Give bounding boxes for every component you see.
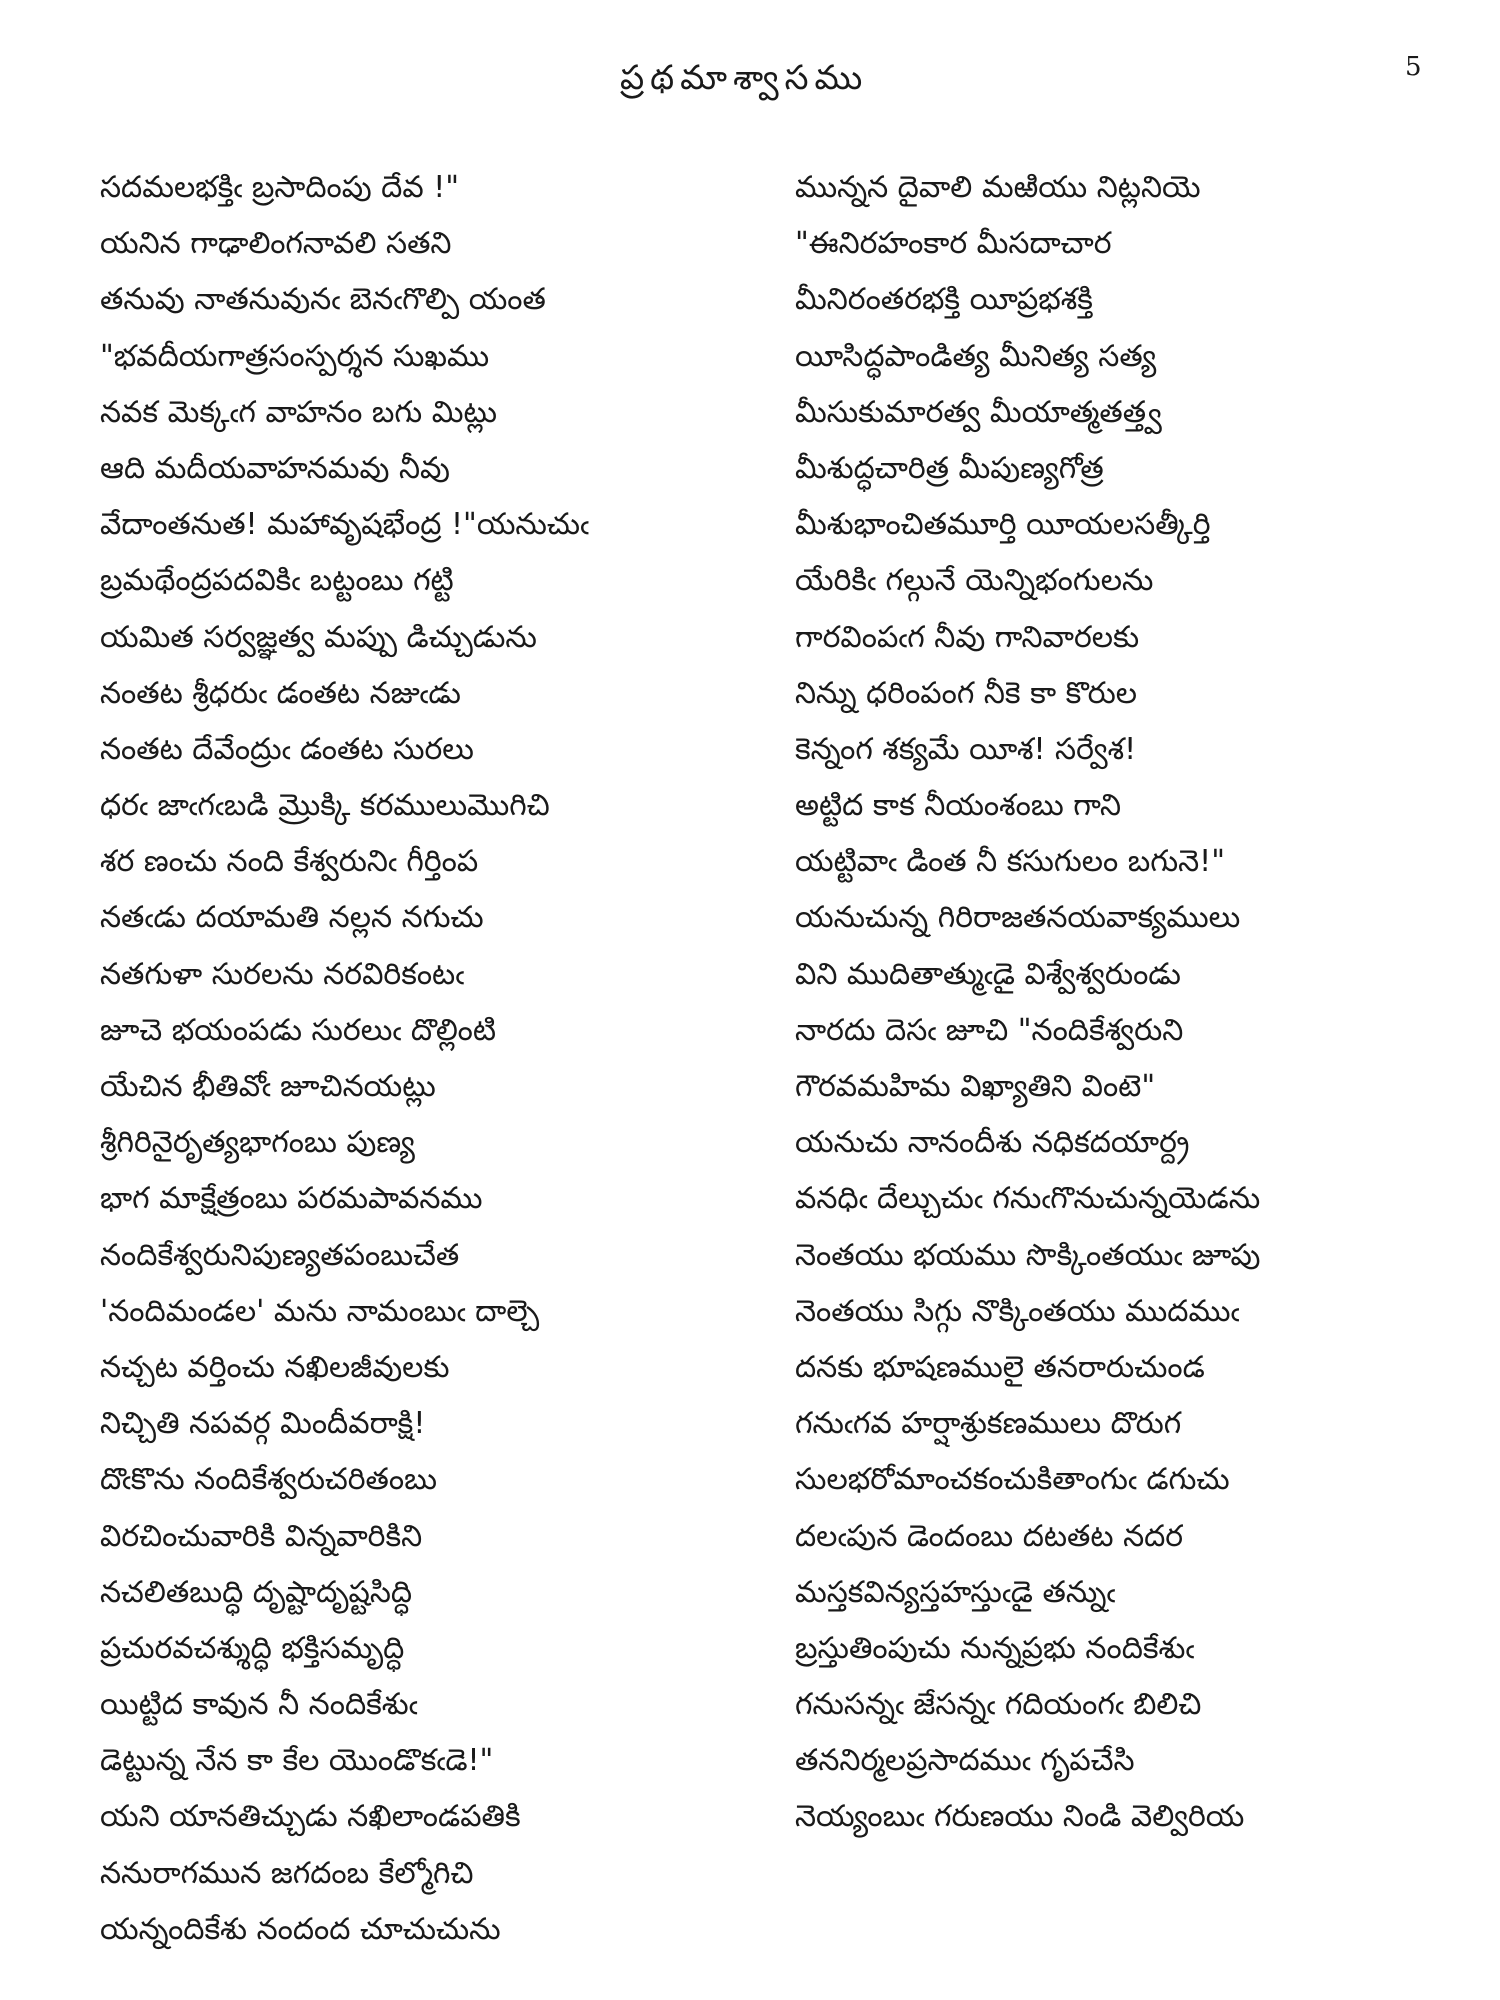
verse-line: యన్నందికేశు నందంద చూచుచును	[100, 1911, 501, 1947]
verse-line: విని ముదితాత్ముఁడై విశ్వేశ్వరుండు	[795, 956, 1181, 992]
verse-line: మున్నన దైవాలి మఱియు నిట్లనియె	[795, 170, 1201, 205]
verse-line: నారదు దెసఁ జూచి "నందికేశ్వరుని	[795, 1012, 1184, 1048]
right-column	[795, 160, 1445, 1846]
verse-line: "భవదీయగాత్రసంస్పర్శన సుఖము	[100, 338, 490, 374]
verse-line: యట్టివాఁ డింత నీ కసుగులం బగునె!"	[795, 844, 1225, 880]
verse-line: బ్రస్తుతింపుచు నున్నప్రభు నందికేశుఁ	[795, 1630, 1195, 1666]
verse-line: నిచ్చితి నపవర్గ మిందీవరాక్షి!	[100, 1406, 426, 1442]
verse-line: గనుసన్నఁ జేసన్నఁ గదియంగఁ బిలిచి	[795, 1687, 1202, 1723]
verse-line: వనధిఁ దేల్చుచుఁ గనుఁగొనుచున్నయెడను	[795, 1181, 1261, 1217]
verse-line: నచలితబుద్ధి దృష్టాదృష్టసిద్ధి	[100, 1574, 413, 1610]
verse-line: యనుచు నానందీశు నధికదయార్ద్ర	[795, 1125, 1190, 1161]
verse-line: నచ్చట వర్తించు నఖిలజీవులకు	[100, 1349, 450, 1385]
verse-line: శర ణంచు నంది కేశ్వరునిఁ గీర్తింప	[100, 844, 479, 880]
verse-line: నెంతయు భయము సొక్కింతయుఁ జూపు	[795, 1237, 1261, 1273]
verse-line: గౌరవమహిమ విఖ్యాతిని వింటె"	[795, 1069, 1156, 1104]
verse-line: ఆది మదీయవాహనమవు నీవు	[100, 450, 451, 486]
verse-line: యని యానతిచ్చుడు నఖిలాండపతికి	[100, 1799, 521, 1835]
verse-line: భాగ మాక్షేత్రంబు పరమపావనము	[100, 1181, 483, 1217]
verse-line: కెన్నంగ శక్యమే యీశ! సర్వేశ!	[795, 731, 1137, 767]
verse-line: యమిత సర్వజ్ఞత్వ మప్పు డిచ్చుడును	[100, 619, 537, 655]
verse-line: అట్టిద కాక నీయంశంబు గాని	[795, 788, 1122, 824]
verse-line: దలఁపున డెందంబు దటతట నదర	[795, 1518, 1184, 1554]
verse-line: నిన్ను ధరింపంగ నీకె కా కొరుల	[795, 675, 1138, 711]
verse-line: దనకు భూషణములై తనరారుచుండ	[795, 1349, 1205, 1385]
verse-line: "ఈనిరహంకార మీసదాచార	[795, 226, 1112, 262]
verse-line: బ్రమథేంద్రపదవికిఁ బట్టంబు గట్టి	[100, 563, 454, 599]
verse-line: ధరఁ జాఁగఁబడి మ్రొక్కి కరములుమొగిచి	[100, 788, 550, 824]
verse-line: తనువు నాతనువునఁ బెనఁగొల్పి యంత	[100, 282, 546, 318]
verse-line: నంతట శ్రీధరుఁ డంతట నజుఁడు	[100, 675, 461, 711]
verse-line: మీనిరంతరభక్తి యీప్రభశక్తి	[795, 282, 1093, 318]
left-column	[100, 160, 780, 1958]
verse-line: విరచించువారికి విన్నవారికిని	[100, 1518, 423, 1554]
verse-line: యేరికిఁ గల్గునే యెన్నిభంగులను	[795, 563, 1154, 599]
verse-line: 'నందిమండల' మను నామంబుఁ దాల్చె	[100, 1293, 540, 1329]
verse-line: గనుఁగవ హర్షాశ్రుకణములు దొరుగ	[795, 1406, 1182, 1442]
verse-line: ప్రచురవచశ్శుద్ధి భక్తిసమృద్ధి	[100, 1630, 405, 1666]
verse-line: నతఁడు దయామతి నల్లన నగుచు	[100, 900, 484, 936]
verse-line: నవక మెక్కఁగ వాహనం బగు మిట్లు	[100, 394, 498, 430]
verse-line: నెంతయు సిగ్గు నొక్కింతయు ముదముఁ	[795, 1293, 1240, 1329]
verse-line: మీశుభాంచితమూర్తి యీయలసత్కీర్తి	[795, 507, 1211, 543]
verse-line: శ్రీగిరినైరృత్యభాగంబు పుణ్య	[100, 1125, 415, 1161]
verse-line: యీసిద్ధపాండిత్య మీనిత్య సత్య	[795, 338, 1157, 374]
verse-line: నంతట దేవేంద్రుఁ డంతట సురలు	[100, 731, 474, 767]
verse-line: యనిన గాఢాలింగనావలి సతని	[100, 226, 452, 262]
verse-line: దొఁకొను నందికేశ్వరుచరితంబు	[100, 1462, 437, 1498]
verse-line: గారవింపఁగ నీవు గానివారలకు	[795, 619, 1140, 655]
verse-line: మస్తకవిన్యస్తహస్తుఁడై తన్నుఁ	[795, 1574, 1116, 1610]
verse-line: డెట్టున్న నేన కా కేల యొండొకఁడె!"	[100, 1743, 494, 1779]
verse-line: తననిర్మలప్రసాదముఁ గృపచేసి	[795, 1743, 1135, 1779]
verse-line: నతగుళా సురలను నరవిరికంటఁ	[100, 956, 465, 992]
verse-line: వేదాంతనుత! మహావృషభేంద్ర !"యనుచుఁ	[100, 507, 589, 543]
verse-line: మీశుద్ధచారిత్ర మీపుణ్యగోత్ర	[795, 450, 1104, 486]
page-number: 5	[1405, 52, 1422, 82]
verse-line: యిట్టిద కావున నీ నందికేశుఁ	[100, 1687, 418, 1723]
verse-line: సులభరోమాంచకంచుకితాంగుఁ డగుచు	[795, 1462, 1230, 1498]
verse-line: నెయ్యంబుఁ గరుణయు నిండి వెల్విరియ	[795, 1799, 1245, 1835]
verse-line: మీసుకుమారత్వ మీయాత్మతత్త్వ	[795, 394, 1162, 430]
page-header-title: ప్రథమాశ్వాసము	[620, 58, 869, 98]
verse-line: సదమలభక్తిఁ బ్రసాదింపు దేవ !"	[100, 170, 460, 205]
verse-line: యేచిన భీతివోఁ జూచినయట్లు	[100, 1069, 436, 1104]
verse-line: నందికేశ్వరునిపుణ్యతపంబుచేత	[100, 1237, 460, 1273]
verse-line: యనుచున్న గిరిరాజతనయవాక్యములు	[795, 900, 1241, 936]
verse-line: జూచె భయంపడు సురలుఁ దొల్లింటి	[100, 1012, 497, 1048]
verse-line: ననురాగమున జగదంబ కేల్మోగిచి	[100, 1855, 474, 1891]
